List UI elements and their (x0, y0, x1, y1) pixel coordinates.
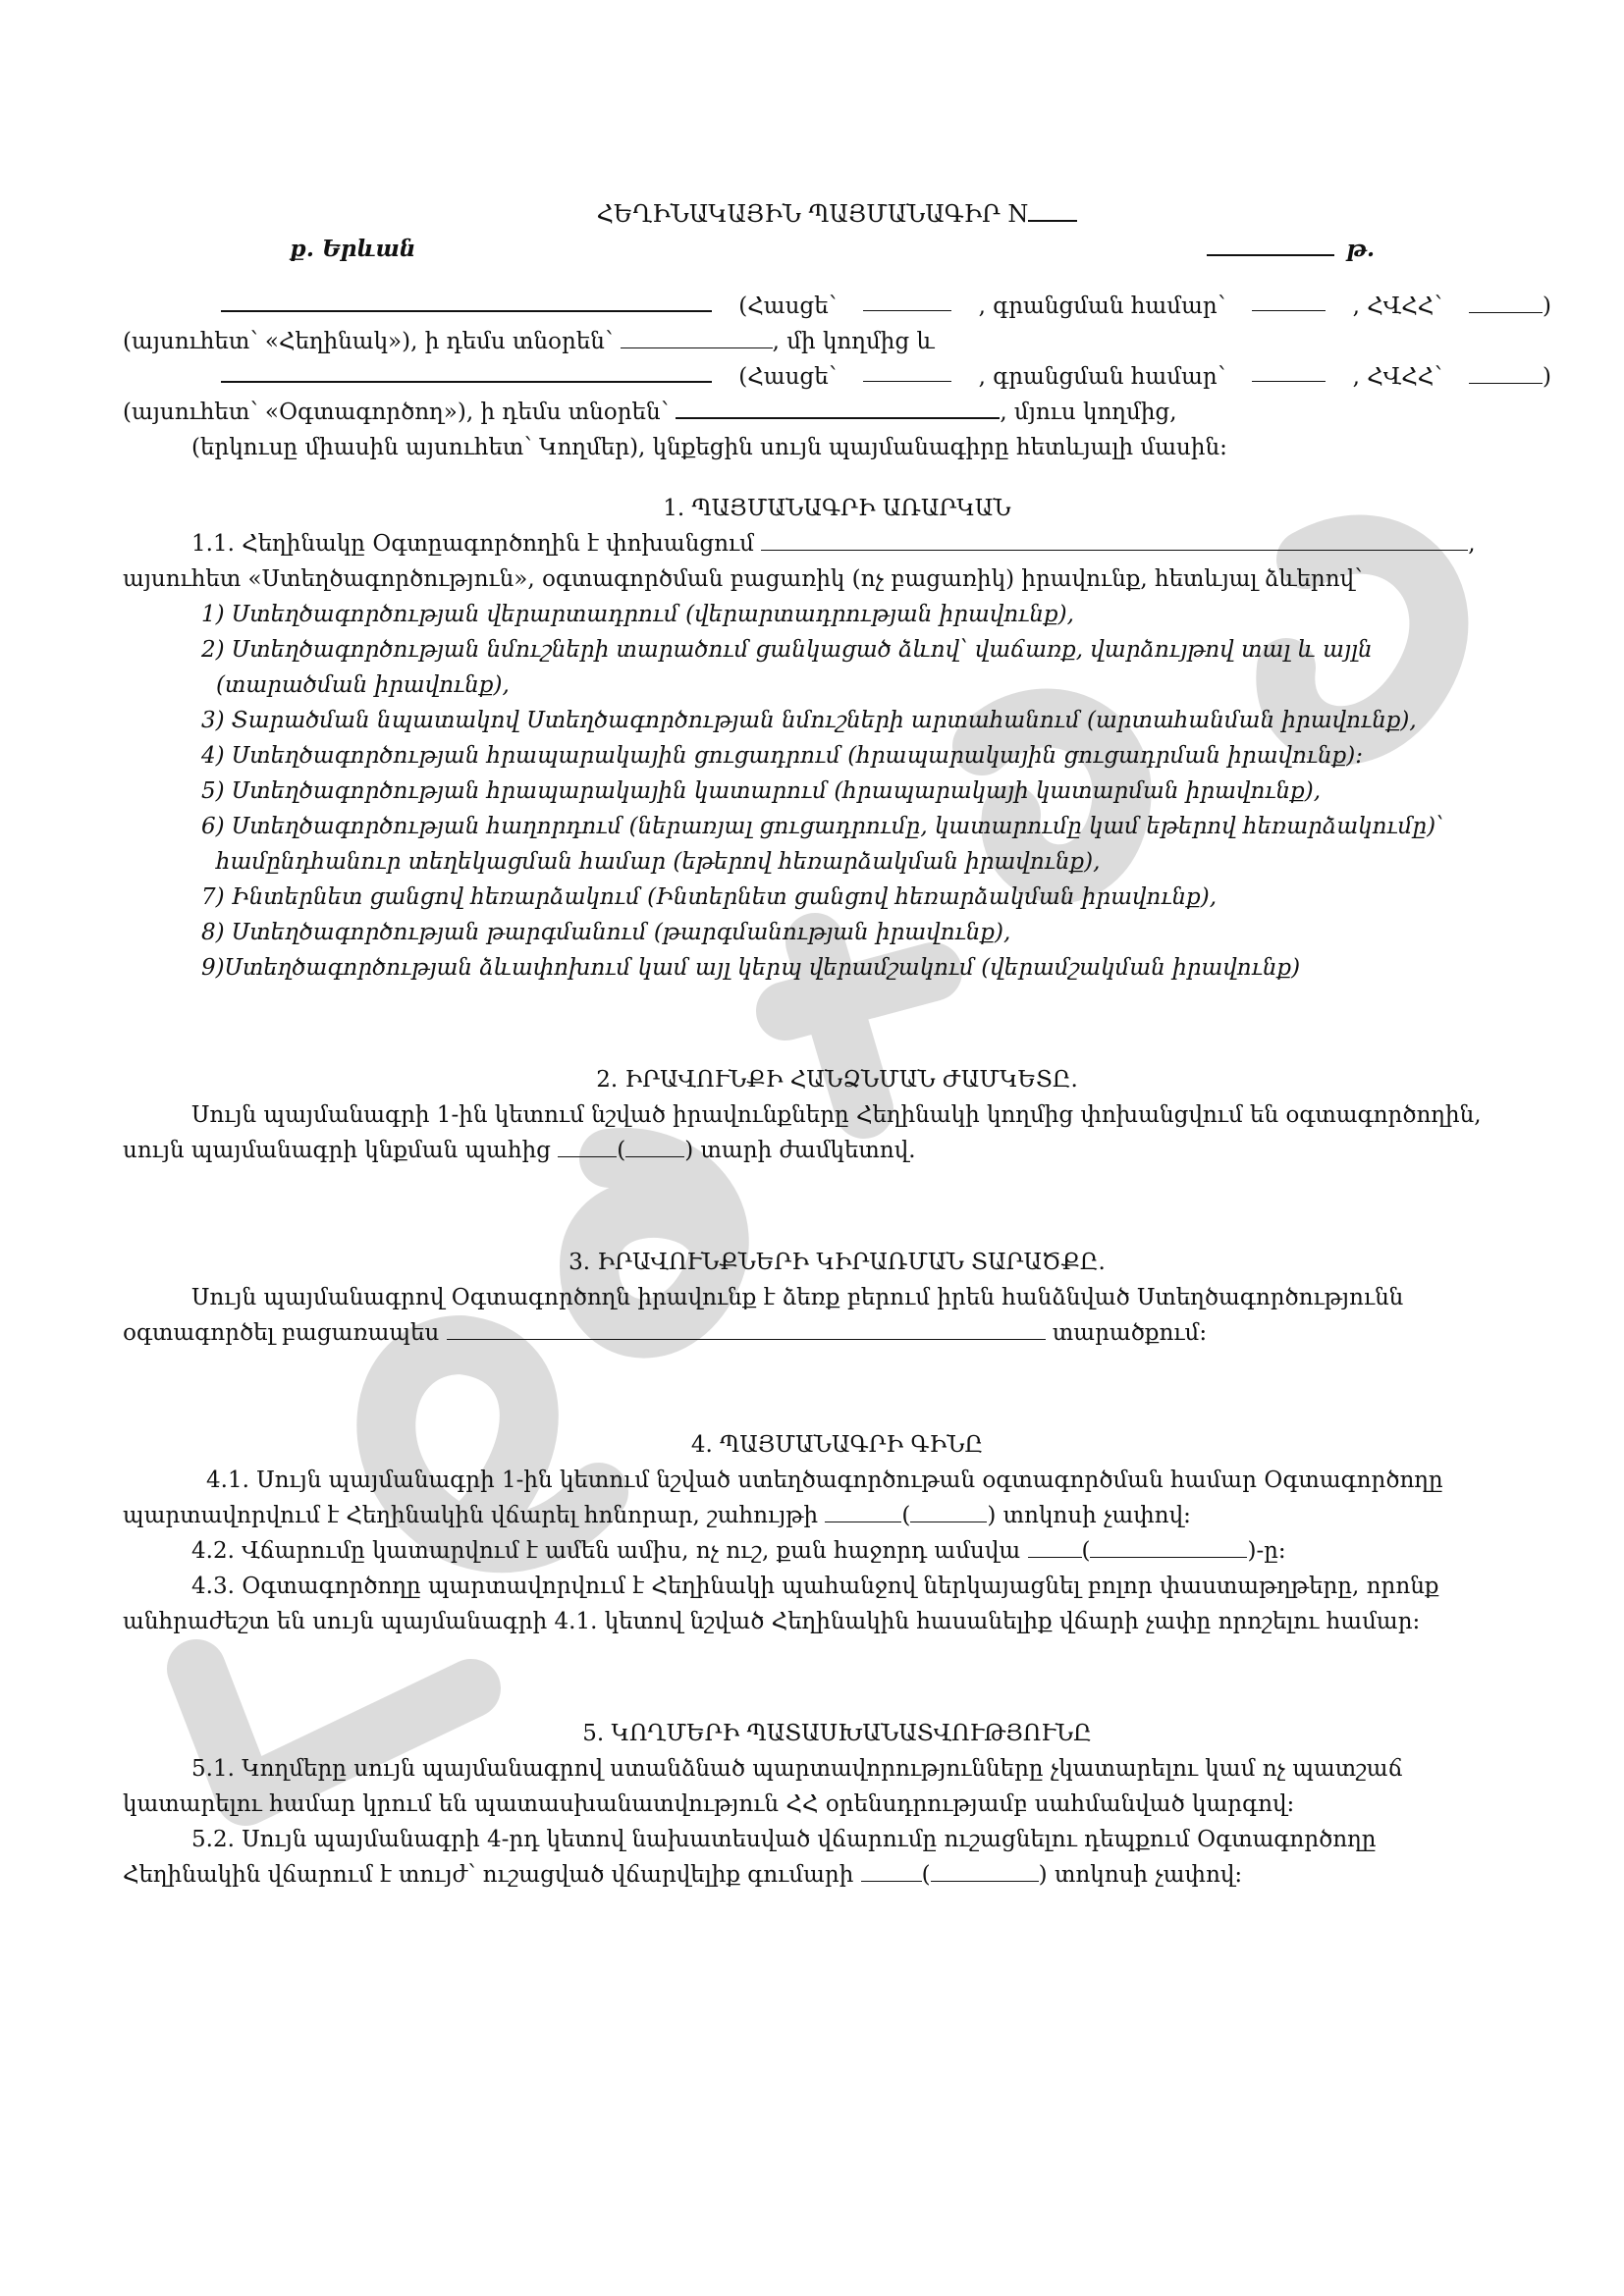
clause-4-2: 4.2. Վճարումը կատարվում է ամեն ամիս, ոչ ուշ, քան հաջորդ ամսվա ( )-ը: (123, 1533, 1551, 1569)
user-name-blank (221, 359, 712, 383)
author-reg-blank (1252, 289, 1326, 311)
title-text: ՀԵՂԻՆԱԿԱՅԻՆ ՊԱՅՄԱՆԱԳԻՐ N (596, 200, 1029, 228)
list-item: 8) Ստեղծագործության թարգմանում (թարգմանության իրավունք), (201, 920, 1011, 945)
list-item: 7) Ինտերնետ ցանցով հեռարձակում (Ինտերնետ ցանցով հեռարձակման իրավունք), (201, 884, 1218, 910)
user-director-blank (676, 396, 1000, 419)
user-party-line (123, 359, 1551, 395)
author-address-blank (863, 289, 951, 311)
user-tax-blank (1469, 361, 1543, 384)
penalty-words-blank (931, 1859, 1039, 1882)
date-blank (1207, 233, 1334, 256)
close-paren: ) (1543, 294, 1551, 319)
reg-number-label: , գրանցման համար՝ (978, 294, 1226, 319)
contract-document (123, 196, 1551, 1893)
document-title (123, 196, 1551, 232)
author-name-blank (221, 289, 712, 312)
penalty-blank (861, 1859, 922, 1882)
clause-3-cont: օգտագործել բացառապես տարածքում: (123, 1315, 1551, 1351)
clause-3: Սույն պայմանագրով Օգտագործողն իրավունք է ձեռք բերում իրեն հանձնված Ստեղծագործությունն (191, 1285, 1404, 1310)
reg-number-label: , գրանցման համար՝ (978, 364, 1226, 390)
clause-4-1-cont: պարտավորվում է Հեղինակին վճարել հոնորար, շահույթի ( ) տոկոսի չափով: (123, 1498, 1551, 1533)
fee-percent-blank (825, 1500, 901, 1522)
day-blank (1028, 1535, 1082, 1558)
address-label: (Հասցե՝ (738, 294, 838, 319)
close-paren: ) (1543, 364, 1551, 390)
author-party-line (123, 289, 1551, 324)
list-item: 4) Ստեղծագործության հրապարակային ցուցադրում (հրապարակային ցուցադրման իրավունք): (201, 743, 1364, 769)
clause-5-1-cont: կատարելու համար կրում են պատասխանատվություն ՀՀ օրենսդրությամբ սահմանված կարգով: (123, 1791, 1295, 1817)
years-blank (558, 1135, 617, 1157)
section2-heading: 2. ԻՐԱՎՈՒՆՔԻ ՀԱՆՁՆՄԱՆ ԺԱՄԿԵՏԸ. (596, 1067, 1078, 1093)
years-words-blank (625, 1135, 684, 1157)
list-item: 2) Ստեղծագործության նմուշների տարածում ցանկացած ձևով՝ վաճառք, վարձույթով տալ և այլն (201, 637, 1373, 663)
city-date-row (123, 232, 1551, 267)
territory-blank (447, 1317, 1046, 1340)
user-address-blank (863, 359, 951, 382)
clause-2-cont: սույն պայմանագրի կնքման պահից ( ) տարի ժամկետով. (123, 1133, 1551, 1168)
section1-heading: 1. ՊԱՅՄԱՆԱԳՐԻ ԱՌԱՐԿԱՆ (663, 496, 1011, 521)
date-suffix: թ. (1346, 236, 1375, 262)
list-item: 9)Ստեղծագործության ձևափոխում կամ այլ կերպ վերամշակում (վերամշակման իրավունք) (201, 955, 1301, 981)
contract-number-blank (1028, 200, 1077, 222)
user-desc: (այսուհետ՝ «Օգտագործող»), ի դեմս տնօրեն՝ , մյուս կողմից, (123, 395, 1551, 430)
clause-5-2: 5.2. Սույն պայմանագրի 4-րդ կետով նախատեսված վճարումը ուշացնելու դեպքում Օգտագործողը (191, 1827, 1377, 1852)
section4-heading: 4. ՊԱՅՄԱՆԱԳՐԻ ԳԻՆԸ (690, 1432, 984, 1458)
clause-2: Սույն պայմանագրի 1-ին կետում նշված իրավունքները Հեղինակի կողմից փոխանցվում են օգտագործողին, (191, 1102, 1482, 1128)
list-item: 3) Տարածման նպատակով Ստեղծագործության նմուշների արտահանում (արտահանման իրավունք), (201, 708, 1417, 733)
author-desc: (այսուհետ՝ «Հեղինակ»), ի դեմս տնօրեն՝ , մի կողմից և (123, 324, 1551, 359)
clause-4-3-cont: անհրաժեշտ են սույն պայմանագրի 4.1. կետով նշված Հեղինակին հասանելիք վճարի չափը որոշելու համար: (123, 1609, 1421, 1634)
day-words-blank (1090, 1535, 1247, 1558)
tax-id-label: , ՀՎՀՀ՝ (1352, 294, 1442, 319)
parties-together: (երկուսը միասին այսուհետ՝ Կողմեր), կնքեցին սույն պայմանագիրը հետևյալի մասին: (191, 435, 1227, 460)
clause-4-3: 4.3. Օգտագործողը պարտավորվում է Հեղինակի պահանջով ներկայացնել բոլոր փաստաթղթերը, որոնք (191, 1574, 1439, 1599)
address-label: (Հասցե՝ (738, 364, 838, 390)
date-field (1207, 232, 1375, 267)
clause-1-1: 1.1. Հեղինակը Օգտըագործողին է փոխանցում , (123, 526, 1551, 561)
clause-5-1: 5.1. Կողմերը սույն պայմանագրով ստանձնած պարտավորությունները չկատարելու կամ ոչ պատշաճ (191, 1756, 1403, 1782)
list-item: համընդհանուր տեղեկացման համար (եթերով հեռարձակման իրավունք), (216, 849, 1101, 875)
rights-list (123, 597, 1551, 986)
section5-heading: 5. ԿՈՂՄԵՐԻ ՊԱՏԱՍԽԱՆԱՏՎՈՒԹՅՈՒՆԸ (582, 1721, 1092, 1746)
city-label: ք. Երևան (290, 236, 416, 262)
clause-4-1: 4.1. Սույն պայմանագրի 1-ին կետում նշված ստեղծագործութան օգտագործման համար Օգտագործողը (206, 1468, 1443, 1493)
section3-heading: 3. ԻՐԱՎՈՒՆՔՆԵՐԻ ԿԻՐԱՌՄԱՆ ՏԱՐԱԾՔԸ. (568, 1250, 1106, 1275)
list-item: 1) Ստեղծագործության վերարտադրում (վերարտադրության իրավունք), (201, 602, 1074, 627)
subject-blank (761, 528, 1468, 551)
author-tax-blank (1469, 291, 1543, 313)
list-item: (տարածման իրավունք), (216, 672, 510, 698)
list-item: 6) Ստեղծագործության հաղորդում (ներառյալ ցուցադրումը, կատարումը կամ եթերով հեռարձակումը)՝ (201, 814, 1444, 839)
author-director-blank (621, 326, 773, 348)
user-reg-blank (1252, 359, 1326, 382)
clause-5-2-cont: Հեղինակին վճարում է տույժ՝ ուշացված վճարվելիք գումարի ( ) տոկոսի չափով: (123, 1857, 1551, 1893)
tax-id-label: , ՀՎՀՀ՝ (1352, 364, 1442, 390)
list-item: 5) Ստեղծագործության հրապարակային կատարում (հրապարակայի կատարման իրավունք), (201, 778, 1322, 804)
clause-1-1-cont: այսուհետ «Ստեղծագործություն», օգտագործման բացառիկ (ոչ բացառիկ) իրավունք, հետևյալ ձևերով՝ (123, 566, 1363, 592)
fee-percent-words-blank (910, 1500, 987, 1522)
